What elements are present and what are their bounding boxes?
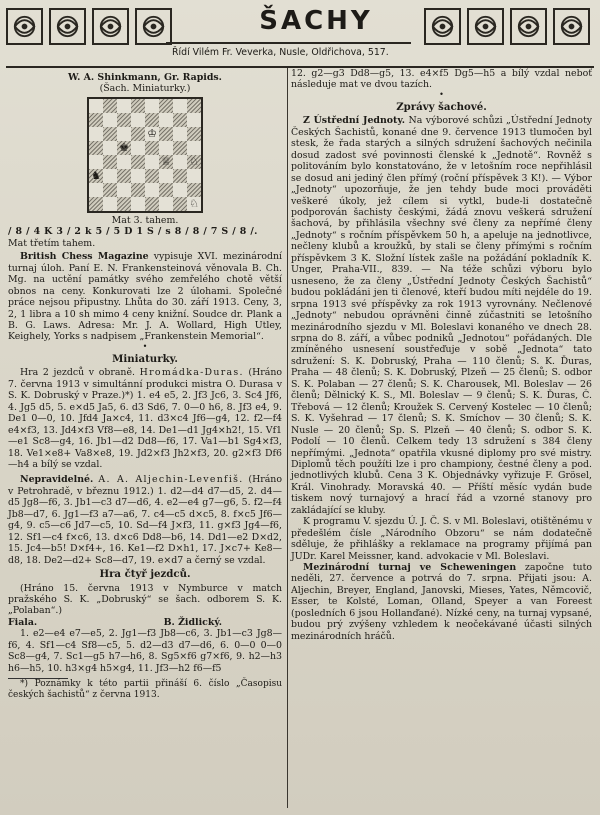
- board-square: [145, 99, 159, 113]
- chess-piece-icon: ♞: [91, 169, 101, 183]
- board-square: [89, 169, 103, 183]
- board-square: [89, 197, 103, 211]
- problem-source: (Šach. Miniaturky.): [99, 83, 191, 95]
- board-square: [131, 99, 145, 113]
- chess-piece-icon: ♔: [147, 127, 157, 141]
- board-square: [89, 99, 103, 113]
- board-square: [103, 155, 117, 169]
- ornament-icon: [467, 8, 504, 45]
- separator-dot: •: [142, 341, 148, 351]
- column-header: [6, 6, 594, 66]
- board-square: [173, 141, 187, 155]
- miniaturky-heading: Miniaturky.: [112, 352, 178, 365]
- board-square: [117, 113, 131, 127]
- bcm-lead: British Chess Magazine: [20, 251, 149, 263]
- chess-piece-icon: ♕: [161, 155, 171, 169]
- bcm-paragraph: [8, 251, 282, 343]
- board-square: [145, 113, 159, 127]
- ornament-icon: [92, 8, 129, 45]
- board-square: [173, 113, 187, 127]
- chess-piece-icon: ♘: [189, 155, 199, 169]
- jednota-paragraph: [291, 115, 592, 516]
- board-square: [131, 183, 145, 197]
- board-square: [187, 113, 201, 127]
- board-square: [103, 183, 117, 197]
- editor-line: Řídí Vilém Fr. Veverka, Nusle, Oldřichova, 517.: [172, 47, 389, 58]
- game2-paragraph: [8, 474, 282, 566]
- board-square: [173, 197, 187, 211]
- ornament-icon: [6, 8, 43, 45]
- problem-author: W. A. Shinkmann, Gr. Rapids.: [68, 72, 222, 83]
- game2-intro: Nepravidelné.: [20, 474, 99, 486]
- board-square: [131, 197, 145, 211]
- board-square: [187, 99, 201, 113]
- board-square: [159, 155, 173, 169]
- board-square: [89, 155, 103, 169]
- board-square: [159, 99, 173, 113]
- board-square: [159, 127, 173, 141]
- game3-moves: 1. e2—e4 e7—e5, 2. Jg1—f3 Jb8—c6, 3. Jb1—c3 Jg8—f6, 4. Sf1—c4 Sf8—c5, 5. d2—d3 d7—d6, 6. 0—0 0—0 Sc8—g4, 7. Sc1—g5 h7—h6, 8. Sg5×f6 g7×f6, 9. h2—h3 h6—h5, 10. h3×g4 h5×g4, 11. Jf3—h2 f6—f5: [8, 628, 282, 674]
- board-square: [103, 99, 117, 113]
- board-square: [145, 183, 159, 197]
- ornament-icon: [424, 8, 461, 45]
- board-square: [145, 127, 159, 141]
- board-square: [103, 197, 117, 211]
- board-square: [159, 141, 173, 155]
- board-square: [173, 169, 187, 183]
- board-square: [131, 127, 145, 141]
- game1-players: Hromádka-Duras.: [139, 367, 244, 379]
- zpravy-heading: Zprávy šachové.: [396, 100, 487, 113]
- game1-paragraph: [8, 367, 282, 470]
- separator-dot: •: [439, 89, 444, 99]
- board-square: [131, 113, 145, 127]
- chess-piece-icon: ♘: [189, 197, 199, 211]
- board-square: [103, 141, 117, 155]
- tournament-lead: Mezinárodní turnaj ve Scheweningen: [303, 562, 517, 574]
- board-square: [187, 197, 201, 211]
- bcm-text: vypisuje XVI. mezinárodní turnaj úloh. Paní E. N. Frankensteinová věnovala B. Ch. Mg. na uctění památky svého zemřelého chotě větší obnos na ceny. Konkurovati lze 2 úlohami. Společné práce nejsou připustny. Lhůta do 30. září 1913. Ceny, 3, 2, 1 libra a 10 sh mimo 4 ceny knižní. Soudce dr. Plank a B. G. Laws. Adresa: Mr. J. A. Wollard, High Utley, Keighely, Yorks s nadpisem „Frankenstein Memorial“.: [8, 251, 282, 343]
- board-square: [159, 183, 173, 197]
- board-square: [89, 141, 103, 155]
- game2-text: (Hráno v Petrohradě, v březnu 1912.) 1. d2—d4 d7—d5, 2. d4—d5 Jg8—f6, 3. Jb1—c3 d7—d6, 4. e2—e4 g7—g6, 5. f2—f4 Jb8—d7, 6. Jg1—f3 a7—a6, 7. c4—c5 d×c5, 8. f×c5 Jf6—g4, 9. c5—c6 Jd7—c5, 10. Sd—f4 J×f3, 11. g×f3 Jg4—f6, 12. Sf1—c4 f×c6, 13. d×c6 Dd8—b6, 14. Dd1—e2 D×d2, 15. Jc4—b5! D×f4+, 16. Ke1—f2 D×h1, 17. J×c7+ Ke8—d8, 18. De2—d2+ Sc8—d7, 19. e×d7 a černý se vzdal.: [8, 474, 282, 566]
- chess-diagram: [87, 97, 203, 213]
- tournament-paragraph: [291, 562, 592, 642]
- board-square: [117, 141, 131, 155]
- board-square: [187, 169, 201, 183]
- tournament-text: započne tuto neděli, 27. července a potrvá do 7. srpna. Přijati jsou: A. Aljechin, Breyer, England, Janovski, Mieses, Yates, Němcovič, Esser, te Kolsté, Loman, Olland, Speyer a van Foreest (posledních 6 jsou Hollanďané). Nízké ceny, na turnaj vypsané, budou prý zvýšeny vzhledem k neočekávané účasti silných mezinárodních hráčů.: [291, 562, 592, 642]
- jednota-lead: Z Ústřední Jednoty.: [303, 115, 406, 127]
- board-square: [131, 169, 145, 183]
- program-paragraph: K programu V. sjezdu Ú. J. Č. S. v Ml. Boleslavi, otištěnému v předešlém čísle „Národního Obzoru“ se nám dodatečně sděluje, že přihlášky a reklamace na programy přijímá pan JUDr. Karel Meissner, kand. advokacie v Ml. Boleslavi.: [291, 516, 592, 562]
- chess-piece-icon: ♚: [119, 141, 129, 155]
- board-square: [103, 127, 117, 141]
- board-square: [173, 183, 187, 197]
- board-square: [187, 141, 201, 155]
- black-player: B. Židlický.: [163, 616, 222, 628]
- board-caption: Mat 3. tahem.: [111, 214, 179, 226]
- board-square: [187, 155, 201, 169]
- right-column: [291, 68, 592, 642]
- game3-continuation: 12. g2—g3 Dd8—g5, 13. e4×f5 Dg5—h5 a bílý vzdal neboť následuje mat ve dvou tazích.: [291, 68, 592, 91]
- board-square: [187, 183, 201, 197]
- ornament-icon: [49, 8, 86, 45]
- board-square: [117, 127, 131, 141]
- ornament-icon: [510, 8, 547, 45]
- board-square: [159, 169, 173, 183]
- board-square: [145, 169, 159, 183]
- game3-text: (Hráno 15. června 1913 v Nymburce v match pražského S. K. „Dobruský“ se šach. odborem S. K. „Polaban“.): [8, 582, 282, 617]
- ornament-icon: [553, 8, 590, 45]
- jednota-text: Na výborové schůzi „Ústřední Jednoty Českých Šachistů, konané dne 9. července 1913 tlumočen byl stesk, že řada starých a silných sdružení šachových nečinila dosud zadost své povinnosti členské k „Jednotě“. Rovněž s politováním bylo konstatováno, že v letošním roce nepřihlásil se dosud ani jediný člen přímý (roční příspěvek 3 K!). — Výbor „Jednoty“ upozorňuje, že jen tehdy bude moci prováděti veškeré úkoly, jež cílem si vytkl, bude-li dostatečně podporován šachisty českými, žádá znovu veškerá sdružení šachová, by přihlásila všechny své členy za nepřímé členy „Jednoty“ s ročním příspěvkem 50 h, a apeluje na jednotlivce, nečleny klubů a kroužků, by stali se členy přímými s ročním příspěvkem 3 K. Složní lístek zašle na požádání pokladník K. Unger, Praha-VII., 839. — Na téže schůzi výboru bylo usneseno, že za členy „Ústřední Jednoty Českých Šachistů“ budou pokládáni jen ti členové, kteří budou míti nejdéle do 19. srpna 1913 své příspěvky za rok 1913 vyrovnány. Nečlenové „Jednoty“ nebudou oprávněni činně zúčastniti se letošního mezinárodního sjezdu v Ml. Boleslavi konaného ve dnech 28. srpna do 8. září, a vůbec podniků „Jednotou“ pořádaných. Dle zmíněného usnesení soustřeďuje v sobě „Jednota“ tato sdružení: S. K. Dobruský, Praha — 110 členů; S. K. Ďuras, Praha — 48 členů; S. K. Dobruský, Plzeň — 25 členů; S. odbor S. K. Polaban — 27 členů; S. K. Charousek, Ml. Boleslav — 26 členů; Dělnický K. S., Ml. Boleslav — 9 členů; S. K. Ďuras, Č. Třebová — 12 členů; Kroužek S. Cervený Kostelec — 10 členů; S. K. Vyšehrad — 17 členů; S. K. Smíchov — 30 členů; S. K. Nusle — 20 členů; Sp. S. Plzeň — 40 členů; S. odbor S. K. Podolí — 10 členů. Celkem tedy 13 sdružení s 384 členy nepřímými. „Jednota“ opatřila vkusné diplomy pro své mistry. Diplomů těch použíti lze i pro championy, čestné členy a pod. jednotlivých klubů. Cena 3 K. Objednávky vyřizuje F. Grösel, Král. Vinohrady. Moravská 40. — Příští měsíc vydán bude tiskem nový turnajový a hrací řád a vzorné stanovy pro zakládající se kluby.: [291, 115, 593, 516]
- game2-players: A. A. Aljechin-Levenfiš.: [98, 474, 244, 486]
- board-square: [117, 99, 131, 113]
- board-square: [89, 127, 103, 141]
- column-divider: [287, 68, 288, 808]
- board-square: [117, 183, 131, 197]
- title-rule: [166, 42, 411, 44]
- footnote: *) Poznámky k této partii přináší 6. číslo „Časopisu českých šachistů“ z června 1913.: [8, 679, 282, 701]
- game3-players: [8, 617, 282, 628]
- board-square: [187, 127, 201, 141]
- board-square: [117, 169, 131, 183]
- board-square: [131, 141, 145, 155]
- left-column: [8, 72, 282, 701]
- board-square: [103, 113, 117, 127]
- board-square: [173, 155, 187, 169]
- game1-intro: Hra 2 jezdců v obraně.: [20, 367, 140, 379]
- board-square: [145, 141, 159, 155]
- board-square: [131, 155, 145, 169]
- problem-fen: / 8 / 4 K 3 / 2 k 5 / 5 D 1 S / s 8 / 8 / 7 S / 8 /.: [8, 226, 258, 238]
- board-square: [173, 99, 187, 113]
- board-square: [103, 169, 117, 183]
- board-square: [89, 183, 103, 197]
- board-square: [145, 155, 159, 169]
- board-square: [117, 155, 131, 169]
- section-title: ŠACHY: [259, 6, 373, 36]
- game3-heading: Hra čtyř jezdců.: [99, 568, 191, 581]
- board-square: [159, 113, 173, 127]
- fen-note: Mat třetím tahem.: [8, 237, 96, 249]
- board-square: [159, 197, 173, 211]
- board-square: [117, 197, 131, 211]
- board-square: [145, 197, 159, 211]
- white-player: Fiala.: [8, 616, 38, 628]
- ornament-icon: [135, 8, 172, 45]
- board-square: [173, 127, 187, 141]
- game1-text: (Hráno 7. června 1913 v simultánní produkci mistra O. Durasa v S. K. Dobruský v Praze.)*) 1. e4 e5, 2. Jf3 Jc6, 3. Sc4 Jf6, 4. Jg5 d5, 5. e×d5 Ja5, 6. d3 Sd6, 7. 0—0 h6, 8. Jf3 e4, 9. De1 0—0, 10. Jfd4 Ja×c4, 11. d3×c4 Jf6—g4, 12. f2—f4 e4×f3, 13. Jd4×f3 Vf8—e8, 14. De1—d1 Jg4×h2!, 15. Vf1—e1 Sc8—g4, 16. Jb1—d2 Dd8—f6, 17. Va1—b1 Sg4×f3, 18. Ve1×e8+ Va8×e8, 19. Jd2×f3 Jh2×f3, 20. g2×f3 Df6—h4 a bílý se vzdal.: [8, 367, 283, 470]
- board-square: [89, 113, 103, 127]
